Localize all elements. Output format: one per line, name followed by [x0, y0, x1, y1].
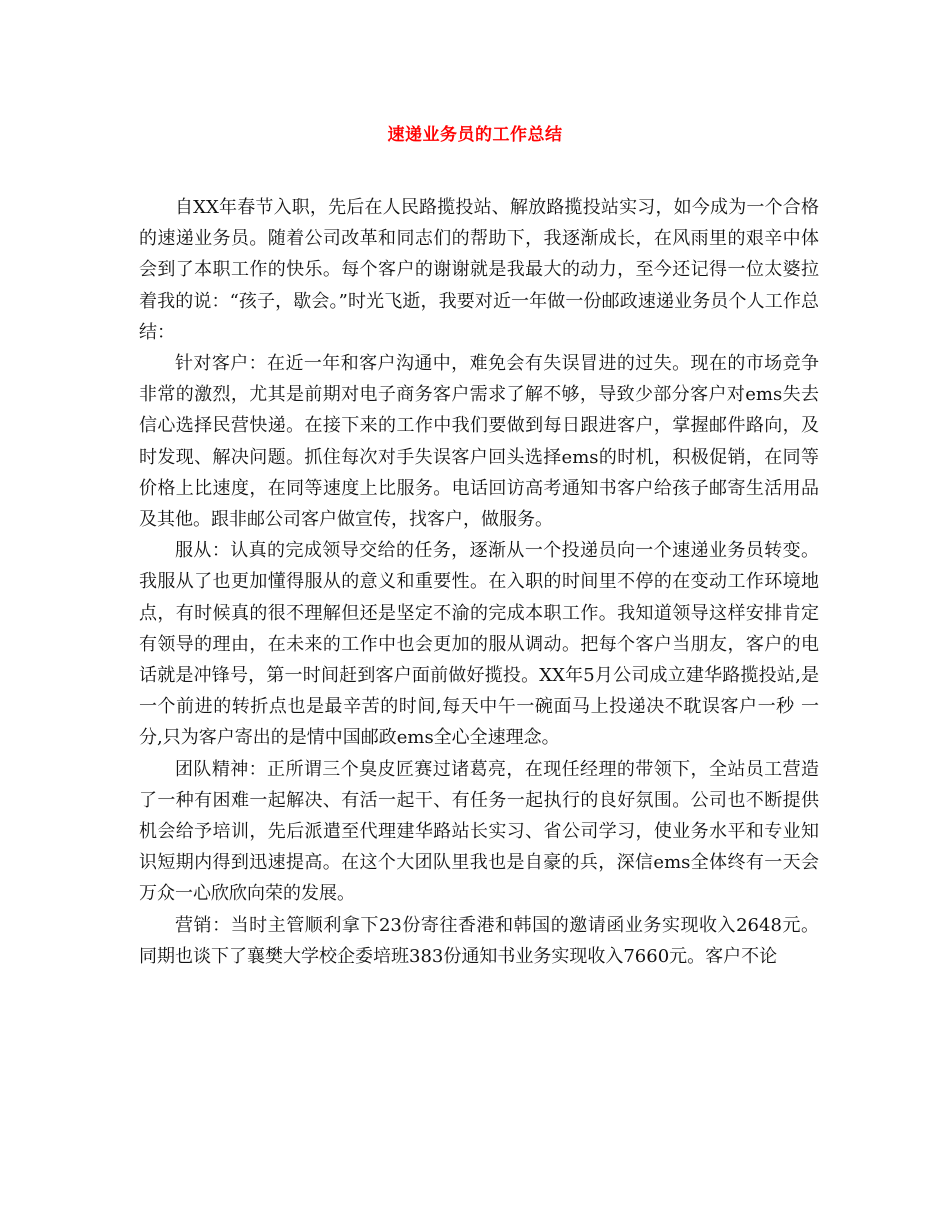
paragraph-intro: 自XX年春节入职，先后在人民路揽投站、解放路揽投站实习，如今成为一个合格的速递业务员。随着公司改革和同志们的帮助下，我逐渐成长，在风雨里的艰辛中体会到了本职工作的快乐。每个客户的谢谢就是我最大的动力，至今还记得一位太婆拉着我的说：“孩子，歇会。”时光飞逝，我要对近一年做一份邮政速递业务员个人工作总结： — [139, 197, 819, 343]
document-title: 速递业务员的工作总结 — [387, 125, 563, 145]
paragraph-marketing: 营销：当时主管顺利拿下23份寄往香港和韩国的邀请函业务实现收入2648元。同期也谈下了襄樊大学校企委培班383份通知书业务实现收入7660元。客户不论 — [139, 914, 819, 967]
document-body — [139, 192, 819, 972]
paragraph-teamwork: 团队精神：正所谓三个臭皮匠赛过诸葛亮，在现任经理的带领下，全站员工营造了一种有困难一起解决、有活一起干、有任务一起执行的良好氛围。公司也不断提供机会给予培训，先后派遣至代理建华路站长实习、省公司学习，使业务水平和专业知识短期内得到迅速提高。在这个大团队里我也是自豪的兵，深信ems全体终有一天会万众一心欣欣向荣的发展。 — [139, 758, 819, 905]
paragraph-customers: 针对客户：在近一年和客户沟通中，难免会有失误冒进的过失。现在的市场竞争非常的激烈，尤其是前期对电子商务客户需求了解不够，导致少部分客户对ems失去信心选择民营快递。在接下来的工作中我们要做到每日跟进客户，掌握邮件路向，及时发现、解决问题。抓住每次对手失误客户回头选择ems的时机，积极促销，在同等价格上比速度，在同等速度上比服务。电话回访高考通知书客户给孩子邮寄生活用品及其他。跟非邮公司客户做宣传，找客户，做服务。 — [139, 353, 819, 531]
paragraph-obedience: 服从：认真的完成领导交给的任务，逐渐从一个投递员向一个速递业务员转变。我服从了也更加懂得服从的意义和重要性。在入职的时间里不停的在变动工作环境地点，有时候真的很不理解但还是坚定不渝的完成本职工作。我知道领导这样安排肯定有领导的理由，在未来的工作中也会更加的服从调动。把每个客户当朋友，客户的电话就是冲锋号，第一时间赶到客户面前做好揽投。XX年5月公司成立建华路揽投站,是一个前进的转折点也是最辛苦的时间,每天中午一碗面马上投递决不耽误客户一秒 一分,只为客户寄出的是情中国邮政ems全心全速理念。 — [139, 540, 819, 749]
